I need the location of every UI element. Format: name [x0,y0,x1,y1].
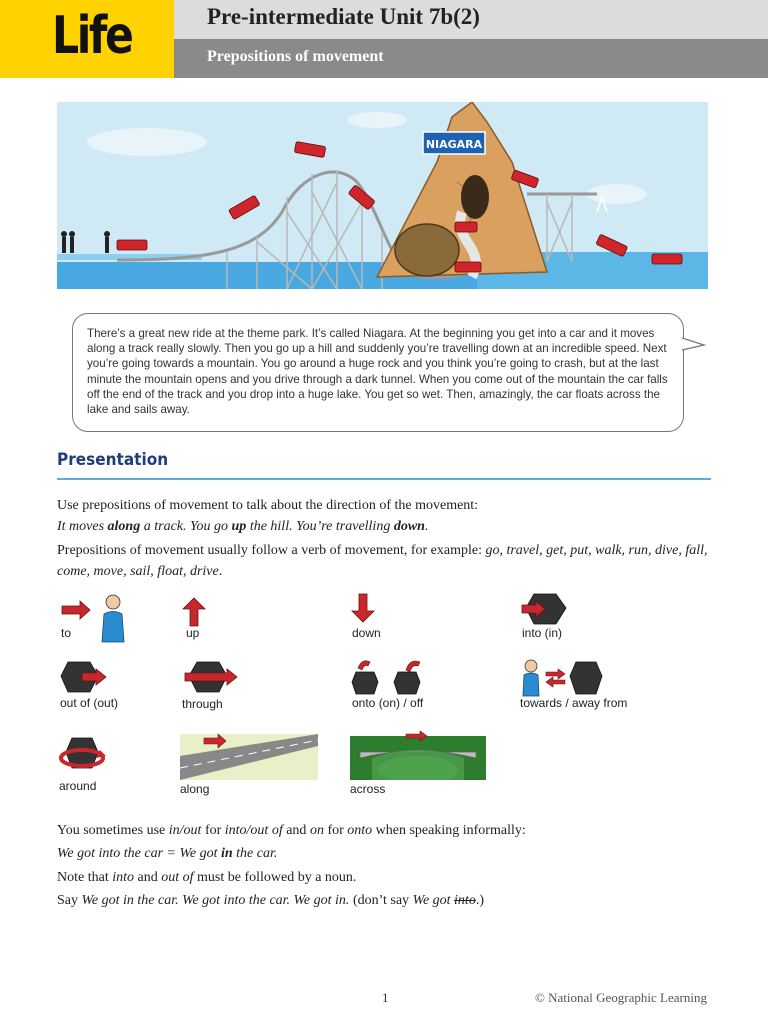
say-note: Say We got in the car. We got into the car. We got in. (don’t say We got into.) [57,893,484,908]
label-to: to [61,626,72,640]
through-icon [183,660,241,696]
life-logo [0,0,174,78]
label-up: up [186,626,200,640]
label-into: into (in) [522,626,563,640]
informal-example: We got into the car = We got in the car. [57,846,278,861]
across-icon [350,730,486,780]
niagara-sign: NIAGARA [425,138,483,151]
towards-away-icon [520,658,606,698]
page-subtitle: Prepositions of movement [207,48,384,65]
label-towards-away: towards / away from [520,696,628,710]
label-down: down [352,626,381,640]
logo-text: Life [52,6,132,66]
copyright: © National Geographic Learning [535,990,707,1005]
story-speech-box [72,313,684,432]
label-along: along [180,782,210,796]
header-title-bar [174,0,768,39]
presentation-heading: Presentation [57,450,169,470]
label-onto-off: onto (on) / off [352,696,424,710]
header-subtitle-bar [174,39,768,78]
label-through: through [182,697,223,711]
page-number: 1 [382,990,389,1005]
page-title: Pre-intermediate Unit 7b(2) [207,4,480,29]
example-line: It moves along a track. You go up the hill. You’re travelling down. [57,519,429,534]
along-icon [180,732,318,780]
intro-line: Use prepositions of movement to talk about the direction of the movement: [57,498,479,513]
out-of-icon [60,660,110,696]
informal-note: You sometimes use in/out for into/out of and on for onto when speaking informally: [57,823,526,838]
noun-note: Note that into and out of must be followed by a noun. [57,870,357,885]
story-text: There’s a great new ride at the theme park. It’s called Niagara. At the beginning you get into a car and it moves along a track really slowly. Then you go up a hill and suddenly you’re travelling down at an incredible speed. Next you’re going towards a mountain. You go around a huge rock and you think you’re going to crash, but at the last minute the mountain opens and you drive through a dark tunnel. When you come out of the mountain the car falls off the end of the track and you drop into a huge lake. You get so wet. Then, amazingly, the car floats across the lake and sails away. [87,327,668,417]
rollercoaster-illustration [57,102,708,289]
speech-tail [682,336,708,356]
heading-rule [57,478,711,480]
onto-off-icon [350,656,426,698]
up-arrow-icon [182,596,208,628]
label-out-of: out of (out) [60,696,119,710]
into-icon [520,592,570,628]
verbs-paragraph: Prepositions of movement usually follow a verb of movement, for example: go, travel, get, put, walk, run, dive, fall, come, move, sail, float, drive. [57,543,708,579]
label-across: across [350,782,386,796]
down-arrow-icon [351,592,377,624]
label-around: around [59,779,97,793]
around-icon [58,734,108,774]
